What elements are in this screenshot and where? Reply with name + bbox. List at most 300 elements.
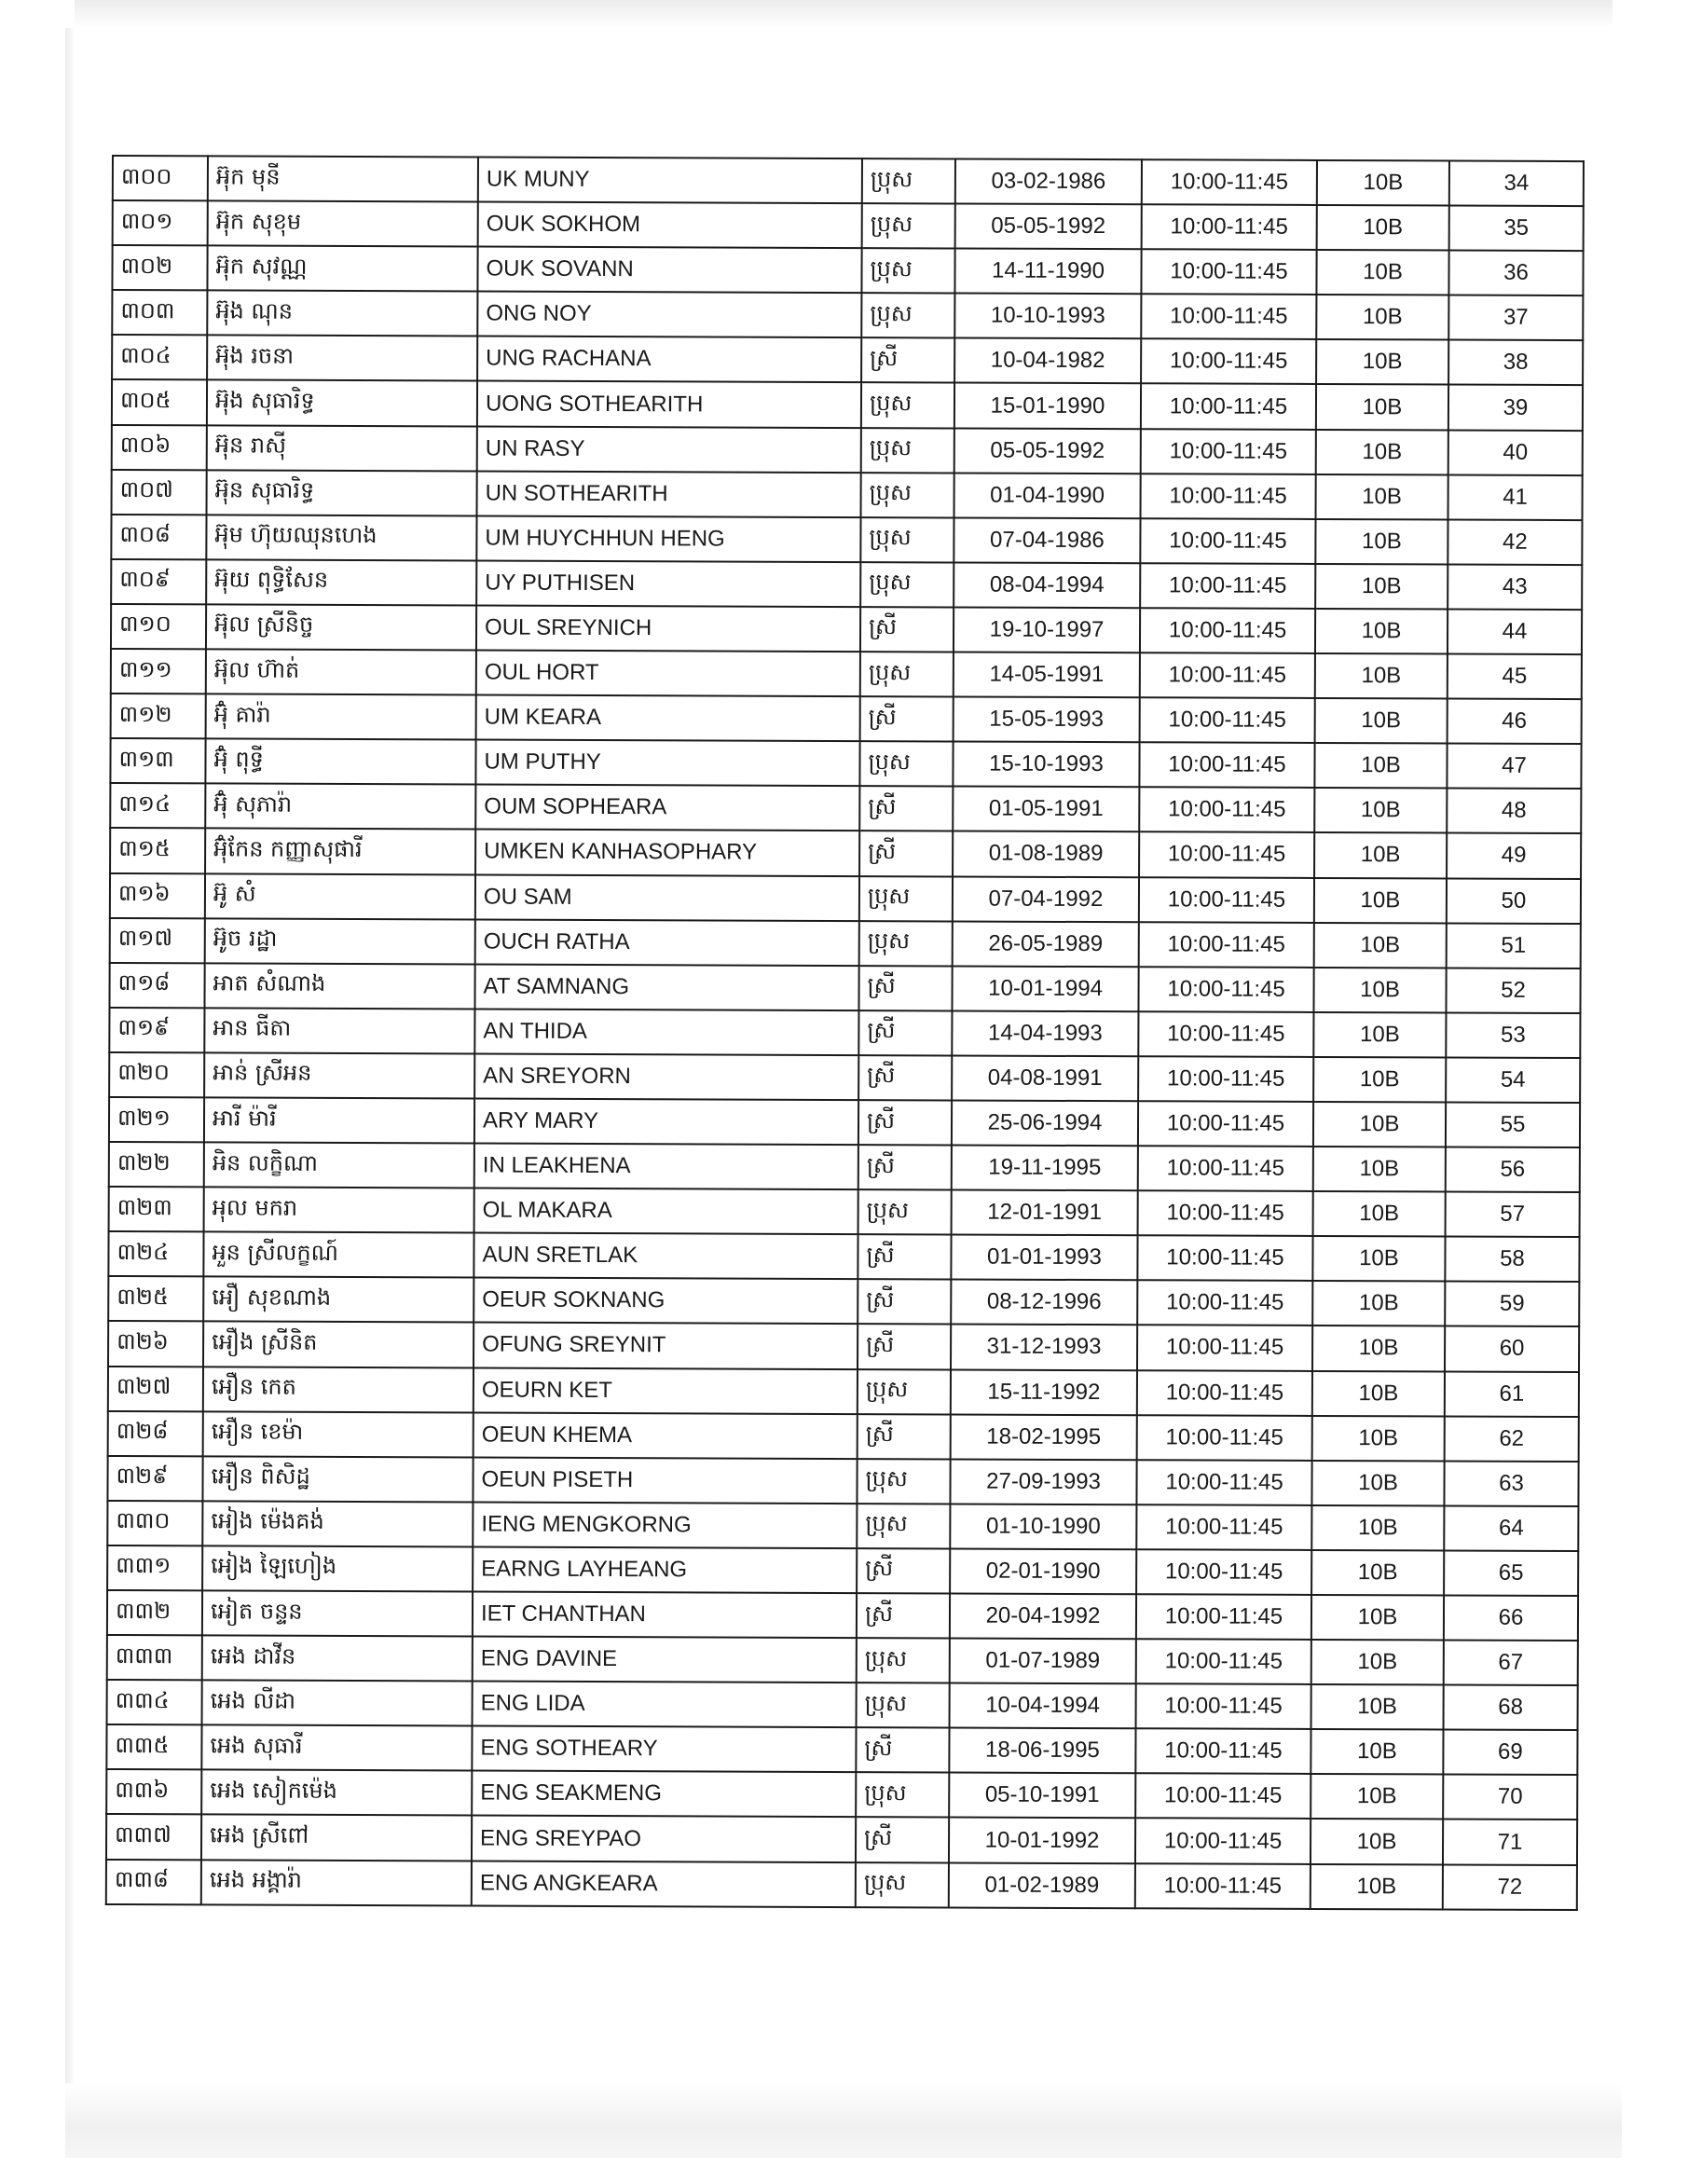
cell-row-number: ៣២៨ <box>108 1411 203 1456</box>
table-row <box>106 1814 1577 1864</box>
cell-sex: ប្រុស <box>860 517 954 562</box>
cell-name-khmer: អាន ធីតា <box>204 1008 474 1053</box>
cell-name-latin: IENG MENGKORNG <box>473 1502 857 1548</box>
table-row <box>106 1724 1577 1775</box>
cell-date-of-birth: 01-02-1989 <box>949 1862 1135 1908</box>
table-row <box>109 1097 1580 1147</box>
cell-date-of-birth: 04-08-1991 <box>952 1055 1138 1101</box>
cell-exam-time: 10:00-11:45 <box>1139 877 1314 923</box>
cell-seat-number: 44 <box>1448 609 1582 654</box>
cell-room: 10B <box>1317 160 1449 206</box>
cell-room: 10B <box>1314 832 1447 878</box>
cell-room: 10B <box>1312 1370 1445 1416</box>
cell-exam-time: 10:00-11:45 <box>1139 742 1314 788</box>
cell-seat-number: 60 <box>1445 1326 1579 1372</box>
cell-room: 10B <box>1313 1102 1446 1147</box>
cell-name-khmer: អ៊ុំ ពុទ្ធី <box>205 739 475 785</box>
table-row <box>111 604 1582 654</box>
cell-name-khmer: អាន់ ស្រីអន <box>204 1052 474 1098</box>
cell-row-number: ៣០៩ <box>111 559 206 604</box>
cell-sex: ប្រុស <box>862 158 955 203</box>
cell-sex: ស្រី <box>860 607 954 652</box>
scan-shadow-top <box>75 0 1613 28</box>
cell-row-number: ៣០០ <box>113 156 208 200</box>
cell-name-latin: UM HUYCHHUN HENG <box>476 515 860 562</box>
cell-sex: ប្រុស <box>861 293 954 337</box>
cell-row-number: ៣០៦ <box>112 425 207 470</box>
cell-row-number: ៣១១ <box>111 649 206 694</box>
table-row <box>112 425 1583 475</box>
cell-date-of-birth: 25-06-1994 <box>952 1100 1138 1146</box>
cell-room: 10B <box>1314 788 1447 833</box>
table-row <box>113 200 1584 251</box>
cell-exam-time: 10:00-11:45 <box>1135 1774 1311 1820</box>
cell-name-khmer: អេង ដាវីន <box>202 1635 473 1681</box>
cell-name-latin: ENG LIDA <box>473 1682 857 1728</box>
cell-seat-number: 61 <box>1445 1371 1579 1417</box>
cell-row-number: ៣១៧ <box>110 918 205 963</box>
cell-name-khmer: អ៊ូ សំ <box>205 873 475 919</box>
table-row <box>108 1411 1579 1462</box>
table-row <box>112 335 1583 385</box>
cell-exam-time: 10:00-11:45 <box>1138 1056 1313 1102</box>
cell-name-khmer: អឿន កេត <box>203 1367 473 1412</box>
table-row <box>110 738 1581 789</box>
cell-seat-number: 47 <box>1447 744 1581 790</box>
table-row <box>109 963 1580 1013</box>
cell-row-number: ៣៣៥ <box>106 1724 201 1769</box>
table-row <box>111 694 1582 744</box>
cell-name-latin: OL MAKARA <box>474 1188 858 1235</box>
cell-name-khmer: អារី ម៉ារី <box>204 1097 474 1143</box>
cell-sex: ប្រុស <box>861 428 954 473</box>
cell-exam-time: 10:00-11:45 <box>1137 1326 1312 1371</box>
cell-date-of-birth: 12-01-1991 <box>952 1190 1138 1236</box>
cell-room: 10B <box>1315 609 1448 654</box>
cell-name-latin: UNG RACHANA <box>477 337 861 383</box>
cell-name-latin: OUK SOVANN <box>477 247 861 294</box>
cell-row-number: ៣១៨ <box>109 963 204 1008</box>
cell-seat-number: 62 <box>1445 1416 1579 1462</box>
cell-room: 10B <box>1311 1461 1444 1506</box>
cell-date-of-birth: 07-04-1986 <box>954 517 1140 563</box>
cell-row-number: ៣១០ <box>111 604 206 649</box>
cell-name-latin: OUK SOKHOM <box>478 202 862 249</box>
cell-exam-time: 10:00-11:45 <box>1140 608 1315 653</box>
cell-sex: ប្រុស <box>860 562 954 607</box>
cell-sex: ប្រុស <box>856 1772 949 1817</box>
cell-exam-time: 10:00-11:45 <box>1136 1460 1311 1505</box>
cell-name-khmer: អ៊ុំ សុភារ៉ា <box>205 784 475 830</box>
cell-sex: ប្រុស <box>858 1369 951 1414</box>
cell-sex: ស្រី <box>859 786 953 831</box>
cell-name-khmer: អ៊ុយ ពុទ្ធិសែន <box>206 559 476 605</box>
table-row <box>107 1635 1578 1685</box>
cell-sex: ស្រី <box>857 1593 950 1638</box>
cell-name-khmer: អេង អង្គារ៉ា <box>201 1860 472 1905</box>
cell-name-latin: OUL SREYNICH <box>476 605 860 652</box>
cell-room: 10B <box>1314 877 1447 923</box>
table-row <box>109 1008 1580 1058</box>
cell-exam-time: 10:00-11:45 <box>1140 652 1315 698</box>
roster-body <box>106 156 1584 1910</box>
cell-date-of-birth: 14-11-1990 <box>954 249 1141 295</box>
cell-sex: ស្រី <box>858 966 952 1010</box>
cell-date-of-birth: 18-02-1995 <box>951 1414 1137 1460</box>
cell-seat-number: 35 <box>1449 206 1584 252</box>
cell-name-khmer: អ៊ុំ គារ៉ា <box>206 694 476 740</box>
cell-room: 10B <box>1311 1864 1443 1910</box>
cell-room: 10B <box>1311 1819 1443 1864</box>
cell-room: 10B <box>1316 295 1448 340</box>
cell-sex: ស្រី <box>857 1548 950 1593</box>
cell-exam-time: 10:00-11:45 <box>1141 429 1316 474</box>
cell-exam-time: 10:00-11:45 <box>1141 295 1316 340</box>
cell-date-of-birth: 05-05-1992 <box>954 428 1141 474</box>
cell-name-latin: UMKEN KANHASOPHARY <box>475 830 859 876</box>
cell-sex: ស្រី <box>858 1100 952 1145</box>
cell-name-khmer: អុល មករា <box>204 1188 474 1233</box>
cell-name-khmer: អេង សៀកម៉េង <box>201 1770 472 1816</box>
cell-room: 10B <box>1312 1416 1445 1462</box>
cell-row-number: ៣២៩ <box>107 1456 202 1501</box>
table-row <box>109 1052 1580 1103</box>
cell-seat-number: 56 <box>1446 1147 1580 1193</box>
cell-date-of-birth: 01-08-1989 <box>953 831 1139 877</box>
cell-seat-number: 42 <box>1448 519 1582 565</box>
cell-room: 10B <box>1314 923 1447 968</box>
cell-seat-number: 38 <box>1448 340 1583 386</box>
cell-name-khmer: អ៊ុង សុធារិទ្ធ <box>207 380 477 426</box>
cell-name-khmer: អ៊ុន សុធារិទ្ធ <box>207 470 477 515</box>
cell-exam-time: 10:00-11:45 <box>1141 249 1316 295</box>
cell-room: 10B <box>1315 698 1448 744</box>
cell-room: 10B <box>1316 384 1448 430</box>
table-row <box>107 1456 1578 1506</box>
cell-sex: ស្រី <box>856 1727 949 1772</box>
cell-name-latin: OUCH RATHA <box>475 919 859 966</box>
cell-row-number: ៣១៦ <box>110 872 205 917</box>
cell-sex: ស្រី <box>858 1055 952 1100</box>
table-row <box>107 1590 1578 1641</box>
cell-row-number: ៣៣៦ <box>106 1769 201 1814</box>
cell-sex: ប្រុស <box>856 1862 949 1907</box>
cell-sex: ស្រី <box>861 337 954 382</box>
cell-seat-number: 41 <box>1448 474 1583 520</box>
cell-date-of-birth: 26-05-1989 <box>953 921 1139 967</box>
cell-exam-time: 10:00-11:45 <box>1137 1281 1312 1326</box>
cell-room: 10B <box>1311 1640 1444 1685</box>
cell-name-khmer: អ៊ុក មុនី <box>208 156 478 201</box>
cell-date-of-birth: 01-04-1990 <box>954 473 1141 518</box>
cell-name-latin: UN RASY <box>477 426 861 473</box>
cell-seat-number: 52 <box>1446 968 1580 1013</box>
cell-sex: ស្រី <box>858 1145 952 1189</box>
table-row <box>106 1860 1577 1910</box>
cell-row-number: ៣០២ <box>112 245 207 290</box>
cell-sex: ស្រី <box>858 1325 951 1369</box>
cell-seat-number: 50 <box>1447 878 1581 924</box>
scan-shadow-left <box>65 28 75 2135</box>
cell-exam-time: 10:00-11:45 <box>1141 339 1316 385</box>
cell-name-khmer: អឿង ស្រីនិត <box>203 1322 473 1367</box>
cell-sex: ប្រុស <box>858 1189 952 1234</box>
cell-name-latin: OEUN PISETH <box>473 1457 857 1504</box>
cell-exam-time: 10:00-11:45 <box>1141 384 1316 430</box>
cell-exam-time: 10:00-11:45 <box>1139 832 1314 878</box>
cell-room: 10B <box>1314 743 1447 789</box>
cell-name-latin: UK MUNY <box>478 158 862 204</box>
cell-row-number: ៣៣៤ <box>107 1680 202 1724</box>
cell-seat-number: 46 <box>1448 699 1582 745</box>
cell-row-number: ៣២៧ <box>108 1367 203 1411</box>
cell-date-of-birth: 20-04-1992 <box>950 1593 1136 1639</box>
cell-date-of-birth: 14-05-1991 <box>954 652 1140 698</box>
cell-name-latin: IET CHANTHAN <box>473 1591 857 1638</box>
cell-date-of-birth: 01-10-1990 <box>950 1504 1136 1549</box>
cell-sex: ប្រុស <box>861 383 954 428</box>
cell-seat-number: 70 <box>1443 1775 1577 1820</box>
cell-sex: ប្រុស <box>857 1638 950 1683</box>
cell-date-of-birth: 27-09-1993 <box>950 1459 1136 1504</box>
table-row <box>107 1501 1578 1551</box>
cell-room: 10B <box>1312 1326 1445 1371</box>
cell-seat-number: 66 <box>1444 1595 1578 1641</box>
cell-sex: ប្រុស <box>859 876 953 921</box>
cell-seat-number: 34 <box>1449 161 1584 207</box>
cell-row-number: ៣៣២ <box>107 1590 202 1635</box>
cell-name-khmer: អិន លក្ខិណា <box>204 1142 474 1188</box>
cell-name-latin: OEUR SOKNANG <box>473 1278 858 1325</box>
cell-exam-time: 10:00-11:45 <box>1140 518 1315 564</box>
cell-name-latin: ENG ANGKEARA <box>472 1861 856 1907</box>
cell-room: 10B <box>1311 1774 1443 1820</box>
cell-room: 10B <box>1311 1550 1444 1596</box>
cell-name-latin: AUN SRETLAK <box>473 1233 858 1280</box>
cell-name-latin: ENG SEAKMENG <box>472 1771 856 1818</box>
cell-row-number: ៣២២ <box>109 1142 204 1187</box>
cell-room: 10B <box>1315 653 1448 699</box>
cell-row-number: ៣២១ <box>109 1097 204 1142</box>
cell-sex: ស្រី <box>858 1010 952 1055</box>
table-row <box>108 1321 1579 1371</box>
cell-room: 10B <box>1317 205 1449 251</box>
cell-sex: ប្រុស <box>857 1683 950 1727</box>
cell-name-khmer: អ៊ុក សុខុម <box>208 200 478 246</box>
cell-date-of-birth: 01-05-1991 <box>953 787 1139 832</box>
cell-name-khmer: អ៊ុង ណុន <box>207 291 477 337</box>
cell-seat-number: 64 <box>1444 1505 1578 1551</box>
cell-room: 10B <box>1316 339 1448 385</box>
cell-name-latin: OUL HORT <box>476 651 860 697</box>
cell-name-khmer: អាត សំណាង <box>204 963 474 1009</box>
cell-row-number: ៣១៥ <box>110 828 205 872</box>
cell-name-khmer: អ៊ុល ស្រីនិច្ច <box>206 604 476 650</box>
cell-row-number: ៣២០ <box>109 1052 204 1097</box>
table-row <box>110 828 1581 878</box>
cell-exam-time: 10:00-11:45 <box>1140 563 1315 609</box>
cell-date-of-birth: 15-11-1992 <box>951 1369 1137 1415</box>
cell-date-of-birth: 01-01-1993 <box>951 1235 1137 1281</box>
cell-row-number: ៣១៩ <box>109 1008 204 1052</box>
cell-exam-time: 10:00-11:45 <box>1138 1190 1313 1236</box>
cell-date-of-birth: 05-05-1992 <box>955 204 1142 250</box>
cell-sex: ប្រុស <box>861 473 954 517</box>
scan-shadow-bottom <box>65 2083 1622 2158</box>
cell-room: 10B <box>1315 519 1448 565</box>
cell-name-latin: OUM SOPHEARA <box>475 785 859 831</box>
cell-sex: ស្រី <box>860 696 954 741</box>
cell-name-latin: ARY MARY <box>474 1098 858 1145</box>
cell-name-khmer: អ៊ុម ហ៊ុយឈុនហេង <box>206 515 476 560</box>
cell-name-khmer: អៀង ម៉េងគង់ <box>202 1501 473 1546</box>
cell-name-khmer: អ៊ុំកែន កញ្ញាសុផារី <box>205 829 475 874</box>
cell-exam-time: 10:00-11:45 <box>1139 788 1314 833</box>
cell-seat-number: 54 <box>1446 1057 1580 1103</box>
cell-sex: ប្រុស <box>857 1504 950 1548</box>
cell-date-of-birth: 15-10-1993 <box>953 742 1139 788</box>
cell-sex: ប្រុស <box>860 652 954 696</box>
cell-room: 10B <box>1313 1191 1446 1237</box>
cell-seat-number: 63 <box>1444 1461 1578 1506</box>
table-row <box>112 470 1583 520</box>
cell-date-of-birth: 19-11-1995 <box>952 1146 1138 1191</box>
cell-name-latin: OEUN KHEMA <box>473 1412 858 1459</box>
cell-room: 10B <box>1316 474 1448 520</box>
table-row <box>107 1680 1578 1730</box>
cell-exam-time: 10:00-11:45 <box>1138 1101 1313 1147</box>
cell-exam-time: 10:00-11:45 <box>1138 967 1313 1012</box>
cell-exam-time: 10:00-11:45 <box>1135 1863 1311 1909</box>
cell-name-latin: UM KEARA <box>476 695 860 742</box>
table-row <box>108 1231 1579 1282</box>
cell-name-latin: UN SOTHEARITH <box>477 471 861 517</box>
cell-row-number: ៣០៥ <box>112 379 207 424</box>
cell-row-number: ៣០៤ <box>112 335 207 379</box>
cell-date-of-birth: 15-01-1990 <box>954 383 1141 429</box>
cell-seat-number: 65 <box>1444 1550 1578 1596</box>
cell-sex: ប្រុស <box>859 741 953 786</box>
cell-sex: ប្រុស <box>859 921 953 966</box>
cell-name-khmer: អ៊ូច រដ្ឋា <box>205 918 475 964</box>
cell-exam-time: 10:00-11:45 <box>1140 697 1315 743</box>
cell-exam-time: 10:00-11:45 <box>1136 1504 1311 1550</box>
cell-seat-number: 49 <box>1447 833 1581 879</box>
table-row <box>112 290 1583 340</box>
table-row <box>110 918 1581 968</box>
table-row <box>109 1187 1580 1237</box>
cell-name-latin: UM PUTHY <box>475 740 859 787</box>
candidate-roster-table <box>105 155 1585 1911</box>
cell-row-number: ៣០៣ <box>112 290 207 335</box>
cell-date-of-birth: 02-01-1990 <box>950 1548 1136 1594</box>
cell-exam-time: 10:00-11:45 <box>1142 204 1317 250</box>
cell-date-of-birth: 10-10-1993 <box>954 294 1141 339</box>
table-row <box>106 1769 1577 1820</box>
cell-name-khmer: អួន ស្រីលក្ខណ៍ <box>203 1232 473 1278</box>
table-row <box>108 1276 1579 1326</box>
cell-sex: ស្រី <box>858 1279 951 1324</box>
cell-seat-number: 67 <box>1444 1641 1578 1686</box>
cell-seat-number: 72 <box>1443 1864 1577 1910</box>
cell-seat-number: 39 <box>1448 385 1583 431</box>
table-row <box>109 1142 1580 1192</box>
cell-sex: ប្រុស <box>861 248 954 293</box>
cell-seat-number: 36 <box>1448 251 1583 296</box>
cell-date-of-birth: 08-12-1996 <box>951 1280 1137 1326</box>
cell-room: 10B <box>1316 250 1448 295</box>
cell-sex: ប្រុស <box>857 1459 950 1504</box>
cell-name-khmer: អឿ សុខណាង <box>203 1277 473 1323</box>
cell-exam-time: 10:00-11:45 <box>1136 1594 1311 1640</box>
cell-exam-time: 10:00-11:45 <box>1139 922 1314 968</box>
cell-room: 10B <box>1311 1729 1443 1775</box>
cell-row-number: ៣២៤ <box>108 1231 203 1276</box>
table-row <box>110 783 1581 833</box>
cell-row-number: ៣៣៨ <box>106 1860 201 1904</box>
cell-sex: ស្រី <box>856 1818 949 1862</box>
cell-name-latin: AN THIDA <box>474 1009 858 1055</box>
cell-name-khmer: អឿន ពិសិដ្ឋ <box>202 1456 473 1502</box>
cell-seat-number: 53 <box>1446 1012 1580 1058</box>
cell-row-number: ៣៣០ <box>107 1501 202 1545</box>
cell-seat-number: 58 <box>1445 1237 1579 1283</box>
cell-row-number: ៣១៣ <box>110 738 205 783</box>
cell-seat-number: 45 <box>1448 654 1582 700</box>
cell-seat-number: 48 <box>1447 789 1581 834</box>
cell-name-latin: OU SAM <box>475 874 859 921</box>
cell-name-latin: UY PUTHISEN <box>476 560 860 607</box>
cell-name-khmer: អៀង ឡៃហៀង <box>202 1545 473 1591</box>
table-row <box>111 559 1582 610</box>
cell-name-latin: OFUNG SREYNIT <box>473 1323 858 1369</box>
cell-date-of-birth: 03-02-1986 <box>955 158 1142 204</box>
cell-name-latin: OEURN KET <box>473 1367 858 1414</box>
cell-row-number: ៣៣៧ <box>106 1814 201 1859</box>
table-row <box>111 515 1582 565</box>
cell-row-number: ៣១២ <box>111 694 206 738</box>
cell-exam-time: 10:00-11:45 <box>1136 1639 1311 1684</box>
cell-exam-time: 10:00-11:45 <box>1137 1235 1312 1281</box>
cell-date-of-birth: 31-12-1993 <box>951 1325 1137 1370</box>
cell-date-of-birth: 10-01-1994 <box>952 966 1138 1011</box>
cell-name-khmer: អេង សុធារី <box>201 1725 472 1771</box>
cell-exam-time: 10:00-11:45 <box>1135 1729 1311 1775</box>
cell-name-latin: ONG NOY <box>477 292 861 338</box>
cell-exam-time: 10:00-11:45 <box>1142 159 1317 205</box>
cell-seat-number: 51 <box>1447 923 1581 968</box>
cell-exam-time: 10:00-11:45 <box>1137 1370 1312 1416</box>
cell-exam-time: 10:00-11:45 <box>1135 1819 1311 1864</box>
cell-exam-time: 10:00-11:45 <box>1137 1415 1312 1461</box>
cell-seat-number: 59 <box>1445 1282 1579 1327</box>
cell-row-number: ៣៣១ <box>107 1545 202 1590</box>
cell-seat-number: 40 <box>1448 430 1583 475</box>
cell-exam-time: 10:00-11:45 <box>1138 1146 1313 1191</box>
cell-sex: ស្រី <box>858 1234 951 1279</box>
cell-name-khmer: អៀត ចន្ទន <box>202 1590 473 1636</box>
cell-row-number: ៣២៥ <box>108 1276 203 1321</box>
table-row <box>113 156 1584 206</box>
cell-date-of-birth: 10-04-1982 <box>954 338 1141 384</box>
cell-date-of-birth: 18-06-1995 <box>949 1728 1135 1774</box>
cell-name-khmer: អ៊ុន រាស៊ី <box>207 425 477 471</box>
cell-exam-time: 10:00-11:45 <box>1136 1683 1311 1729</box>
cell-row-number: ៣២៣ <box>109 1187 204 1231</box>
cell-row-number: ៣១៤ <box>110 783 205 828</box>
cell-exam-time: 10:00-11:45 <box>1141 474 1316 519</box>
cell-date-of-birth: 10-04-1994 <box>950 1683 1136 1729</box>
